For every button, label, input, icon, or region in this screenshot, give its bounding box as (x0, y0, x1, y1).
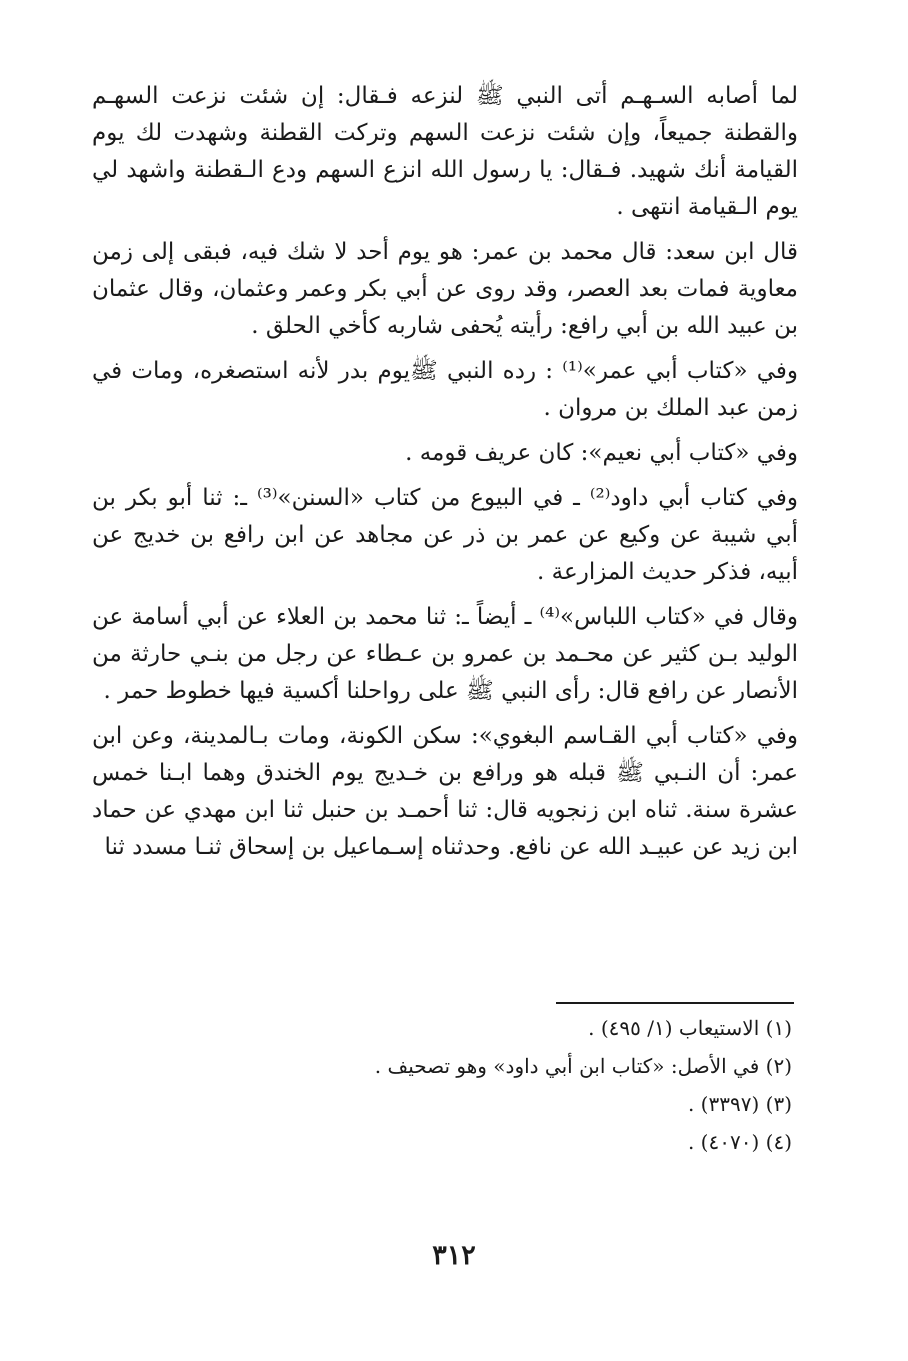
page-number: ٣١٢ (432, 1240, 476, 1271)
paragraph-2: قال ابن سعد: قال محمد بن عمر: هو يوم أحد لا شك فيه، فبقى إلى زمن معاوية فمات بعد العصر، وقد روى عن أبي بكر وعمر وعثمان، وقال عثمان بن عبيد الله بن أبي رافع: رأيته يُحفى شاربه كأخي الحلق . (92, 239, 798, 339)
footnote-4: (٤) (٤٠٧٠) . (687, 1130, 792, 1154)
paragraph-4: وفي «كتاب أبي نعيم»: كان عريف قومه . (405, 440, 798, 466)
paragraph-3: وفي «كتاب أبي عمر»⁽¹⁾ : رده النبي ﷺيوم بدر لأنه استصغره، ومات في زمن عبد الملك بن مروان . (92, 358, 798, 421)
main-text (92, 78, 798, 874)
footnote-1: (١) الاستيعاب (١/ ٤٩٥) . (588, 1016, 792, 1040)
paragraph-6: وقال في «كتاب اللباس»⁽⁴⁾ ـ أيضاً ـ: ثنا محمد بن العلاء عن أبي أسامة عن الوليد بـن كثير عن محـمد بن عمرو بن عـطاء عن رجل من بنـي حارثة من الأنصار عن رافع قال: رأى النبي ﷺ على رواحلنا أكسية فيها خطوط حمر . (92, 604, 798, 704)
footnote-2: (٢) في الأصل: «كتاب ابن أبي داود» وهو تصحيف . (374, 1054, 792, 1078)
footnote-3: (٣) (٣٣٩٧) . (687, 1092, 792, 1116)
footnotes (92, 1016, 792, 1168)
paragraph-1: لما أصابه السـهـم أتى النبي ﷺ لنزعه فـقال: إن شئت نزعت السهـم والقطنة جميعاً، وإن شئت نزعت السهم وتركت القطنة وشهدت لك يوم القيامة أنك شهيد. فـقال: يا رسول الله انزع السهم ودع الـقطنة واشهد لي يوم الـقيامة انتهى . (92, 83, 798, 220)
paragraph-5: وفي كتاب أبي داود⁽²⁾ ـ في البيوع من كتاب «السنن»⁽³⁾ ـ: ثنا أبو بكر بن أبي شيبة عن وكيع عن عمر بن ذر عن مجاهد عن ابن رافع بن خديج عن أبيه، فذكر حديث المزارعة . (92, 485, 798, 585)
footnote-divider (556, 1002, 794, 1004)
paragraph-7: وفي «كتاب أبي القـاسم البغوي»: سكن الكونة، ومات بـالمدينة، وعن ابن عمر: أن النـبي ﷺ قبله هو ورافع بن خـديج يوم الخندق وهما ابـنا خمس عشرة سنة. ثناه ابن زنجويه قال: ثنا أحمـد بن حنبل ثنا ابن مهدي عن حماد ابن زيد عن عبيـد الله عن نافع. وحدثناه إسـماعيل بن إسحاق ثنـا مسدد ثنا (92, 723, 798, 860)
